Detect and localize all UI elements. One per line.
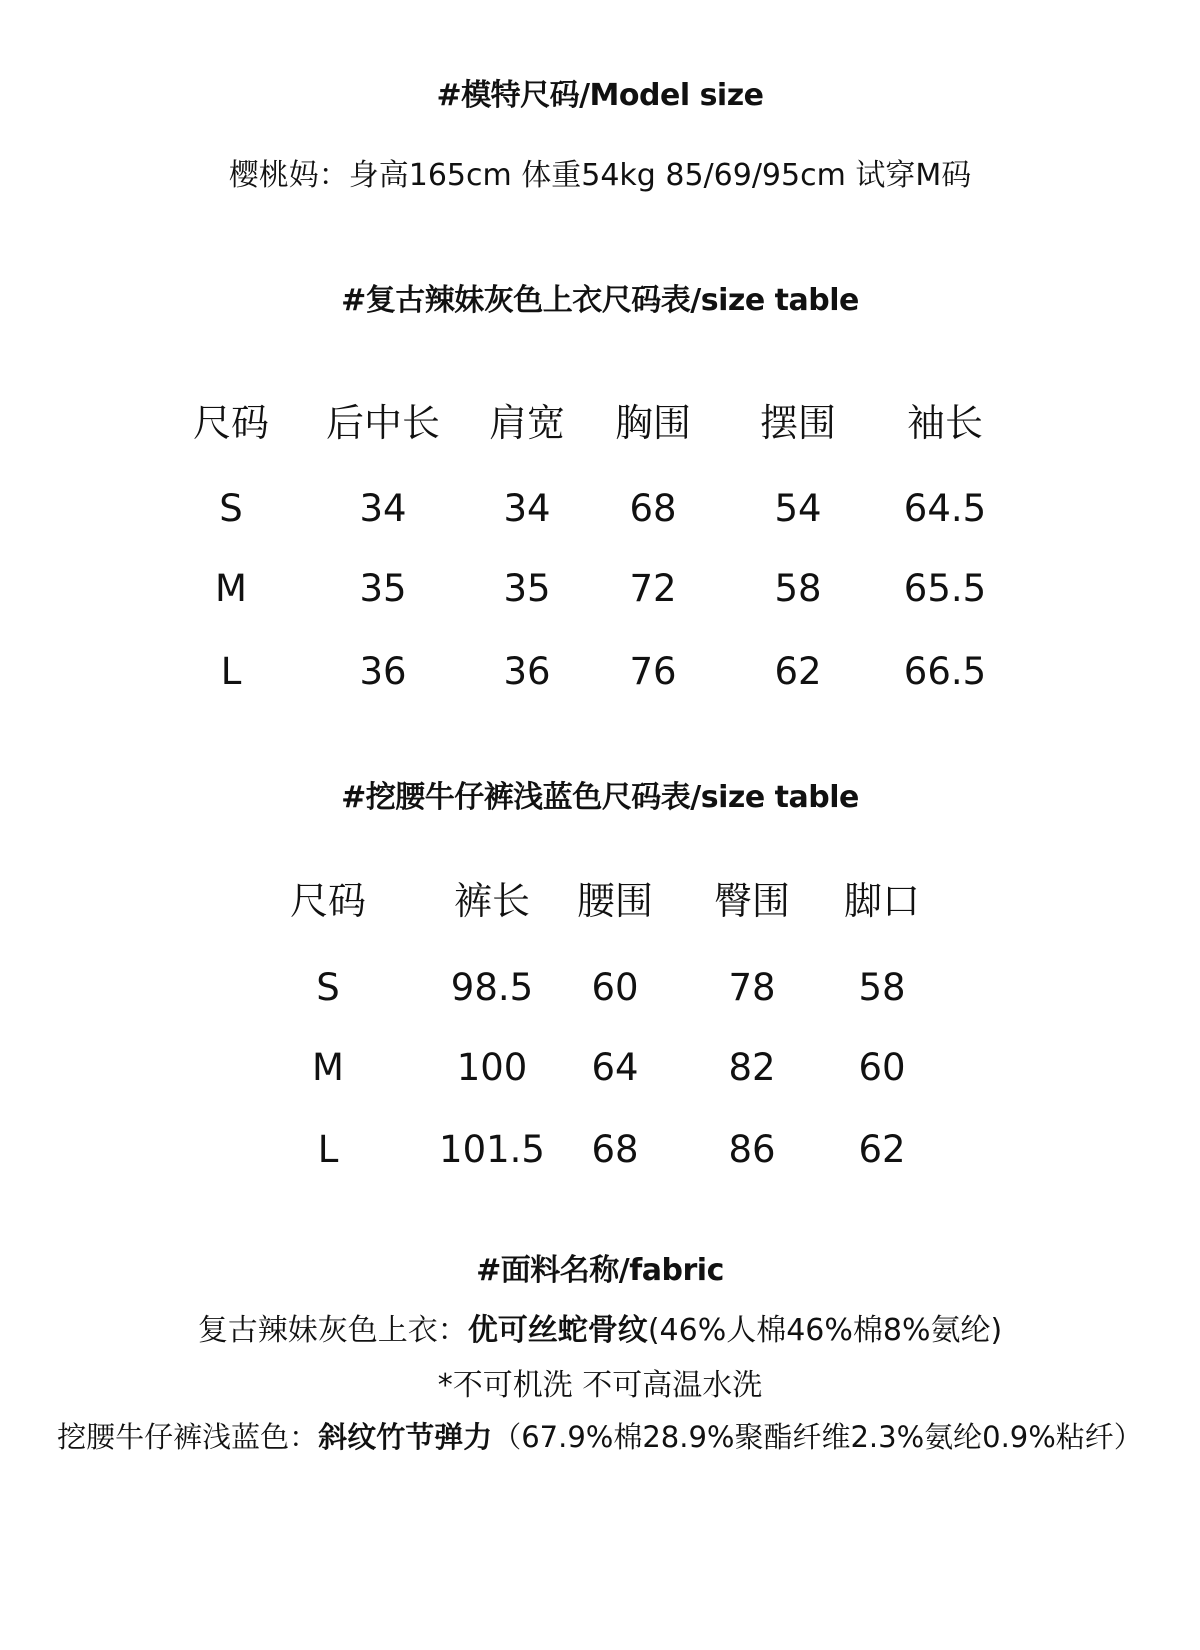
fabric-top-label: 复古辣妹灰色上衣：: [197, 1313, 468, 1348]
top-table-cell: M: [215, 567, 247, 610]
jeans-table-header-cell: 尺码: [289, 879, 366, 923]
jeans-table-heading: #挖腰牛仔裤浅蓝色尺码表/size table: [341, 780, 859, 815]
top-table-cell: 36: [503, 650, 551, 693]
jeans-table-cell: 101.5: [439, 1128, 545, 1171]
jeans-table-cell: 60: [858, 1046, 906, 1089]
top-table-cell: S: [219, 487, 243, 530]
fabric-top-composition: (46%人棉46%棉8%氨纶): [647, 1313, 1003, 1348]
jeans-table-cell: 100: [456, 1046, 528, 1089]
top-table-cell: 66.5: [903, 650, 987, 693]
top-table-header-cell: 摆围: [759, 401, 836, 445]
jeans-table-header-cell: 裤长: [453, 879, 530, 923]
top-table-header-cell: 尺码: [192, 401, 269, 445]
top-table-header-cell: 袖长: [906, 401, 983, 445]
model-size-heading: #模特尺码/Model size: [436, 78, 764, 113]
top-table-cell: 35: [359, 567, 407, 610]
top-table-cell: 76: [629, 650, 677, 693]
fabric-jeans-name: 斜纹竹节弹力: [318, 1420, 493, 1454]
top-table-heading: #复古辣妹灰色上衣尺码表/size table: [341, 283, 859, 318]
jeans-table-cell: L: [317, 1128, 339, 1171]
fabric-top-line: [0, 1305, 1200, 1349]
jeans-table-cell: 98.5: [450, 966, 534, 1009]
jeans-table-cell: 60: [591, 966, 639, 1009]
jeans-table-cell: 58: [858, 966, 906, 1009]
jeans-table-cell: M: [312, 1046, 344, 1089]
wash-note: *不可机洗 不可高温水洗: [437, 1368, 763, 1403]
top-table-cell: 65.5: [903, 567, 987, 610]
top-table-cell: 58: [774, 567, 822, 610]
fabric-top-name: 优可丝蛇骨纹: [467, 1313, 648, 1348]
top-table-cell: 36: [359, 650, 407, 693]
top-table-cell: L: [220, 650, 242, 693]
jeans-table-cell: 82: [728, 1046, 776, 1089]
top-table-cell: 64.5: [903, 487, 987, 530]
top-table-cell: 68: [629, 487, 677, 530]
fabric-jeans-composition: （67.9%棉28.9%聚酯纤维2.3%氨纶0.9%粘纤）: [492, 1420, 1143, 1454]
fabric-jeans-label: 挖腰牛仔裤浅蓝色：: [57, 1420, 319, 1454]
top-table-header-cell: 肩宽: [488, 401, 565, 445]
jeans-table-cell: 68: [591, 1128, 639, 1171]
top-table-cell: 34: [359, 487, 407, 530]
jeans-table-header-cell: 脚口: [843, 879, 920, 923]
jeans-table-cell: S: [316, 966, 340, 1009]
fabric-jeans-line: [0, 1415, 1200, 1456]
jeans-table-cell: 86: [728, 1128, 776, 1171]
jeans-table-header-cell: 臀围: [713, 879, 790, 923]
model-size-info: 樱桃妈：身高165cm 体重54kg 85/69/95cm 试穿M码: [228, 158, 972, 193]
top-table-cell: 72: [629, 567, 677, 610]
jeans-table-cell: 64: [591, 1046, 639, 1089]
top-table-cell: 34: [503, 487, 551, 530]
jeans-table-cell: 78: [728, 966, 776, 1009]
top-table-cell: 35: [503, 567, 551, 610]
top-table-header-cell: 胸围: [614, 401, 691, 445]
top-table-cell: 54: [774, 487, 822, 530]
top-table-cell: 62: [774, 650, 822, 693]
top-table-header-cell: 后中长: [325, 401, 440, 445]
jeans-table-header-cell: 腰围: [576, 879, 653, 923]
fabric-heading: #面料名称/fabric: [476, 1253, 724, 1288]
jeans-table-cell: 62: [858, 1128, 906, 1171]
